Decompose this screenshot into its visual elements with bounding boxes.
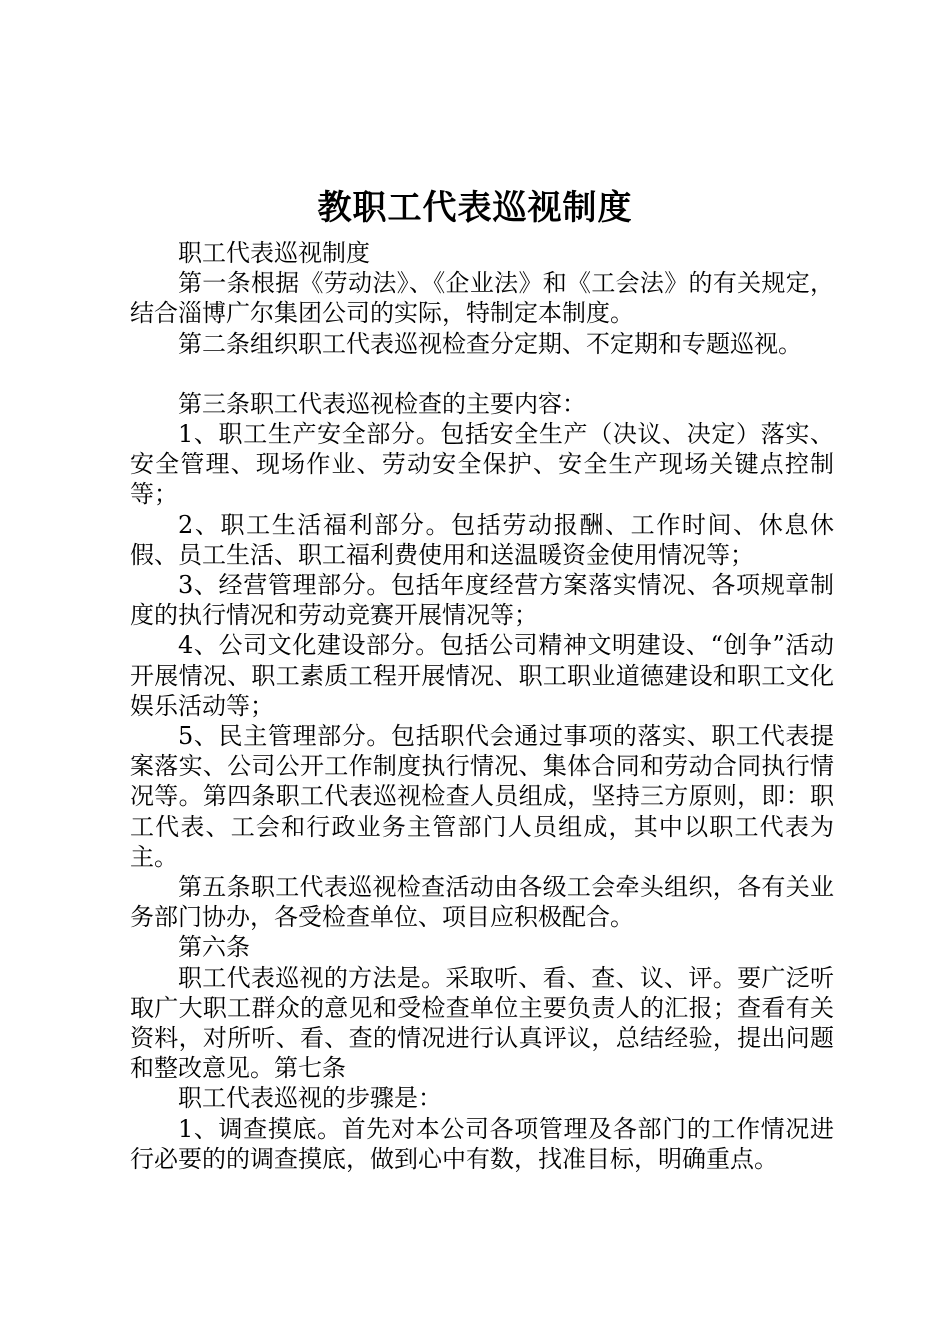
paragraph-item-culture: 4、公司文化建设部分。包括公司精神文明建设、“创争”活动开展情况、职工素质工程开展情况、职工职业道德建设和职工文化娱乐活动等； xyxy=(130,631,834,720)
paragraph-article-5: 第五条职工代表巡视检查活动由各级工会牵头组织，各有关业务部门协办，各受检查单位、项目应积极配合。 xyxy=(130,873,834,932)
paragraph-article-3: 第三条职工代表巡视检查的主要内容： xyxy=(178,389,586,418)
paragraph-article-2: 第二条组织职工代表巡视检查分定期、不定期和专题巡视。 xyxy=(178,329,802,358)
paragraph-item-welfare: 2、职工生活福利部分。包括劳动报酬、工作时间、休息休假、员工生活、职工福利费使用和送温暖资金使用情况等； xyxy=(130,510,834,569)
paragraph-article-7-steps: 职工代表巡视的步骤是： xyxy=(178,1084,442,1113)
document-body xyxy=(130,238,834,1174)
paragraph-article-6-methods: 职工代表巡视的方法是。采取听、看、查、议、评。要广泛听取广大职工群众的意见和受检查单位主要负责人的汇报；查看有关资料，对所听、看、查的情况进行认真评议，总结经验，提出问题和整改意见。第七条 xyxy=(130,963,834,1083)
paragraph-article-1: 第一条根据《劳动法》、《企业法》和《工会法》的有关规定，结合淄博广尔集团公司的实际，特制定本制度。 xyxy=(130,269,834,328)
paragraph-item-democracy: 5、民主管理部分。包括职代会通过事项的落实、职工代表提案落实、公司公开工作制度执行情况、集体合同和劳动合同执行情况等。第四条职工代表巡视检查人员组成，坚持三方原则，即：职工代表、工会和行政业务主管部门人员组成，其中以职工代表为主。 xyxy=(130,722,834,871)
paragraph-item-safety: 1、职工生产安全部分。包括安全生产（决议、决定）落实、安全管理、现场作业、劳动安全保护、安全生产现场关键点控制等； xyxy=(130,420,834,509)
document-title: 教职工代表巡视制度 xyxy=(317,188,633,228)
paragraph-step-survey: 1、调查摸底。首先对本公司各项管理及各部门的工作情况进行必要的的调查摸底，做到心中有数，找准目标，明确重点。 xyxy=(130,1114,834,1173)
paragraph-item-management: 3、经营管理部分。包括年度经营方案落实情况、各项规章制度的执行情况和劳动竞赛开展情况等； xyxy=(130,571,834,630)
paragraph-article-6-heading: 第六条 xyxy=(178,933,250,962)
paragraph-subtitle: 职工代表巡视制度 xyxy=(178,239,370,267)
